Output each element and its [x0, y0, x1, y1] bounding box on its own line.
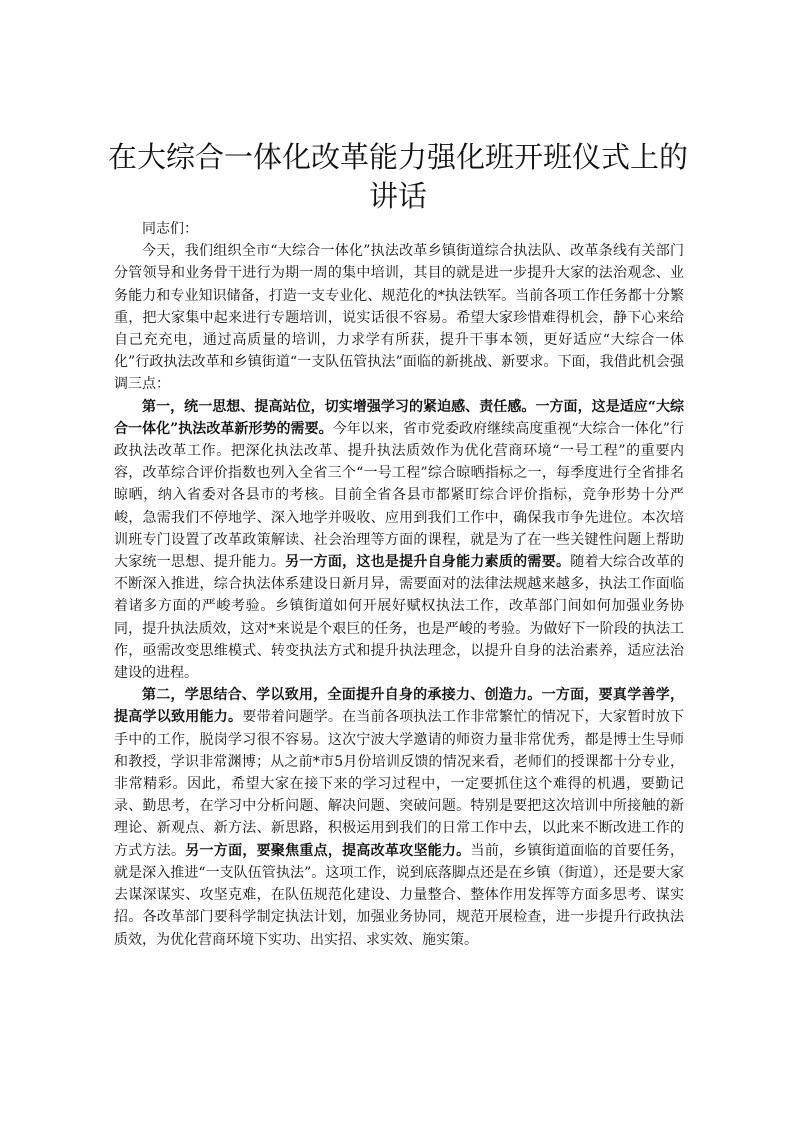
section-2-paragraph: [114, 684, 684, 950]
section-1-heading: 第一，统一思想、提高站位，切实增强学习的紧迫感、责任感。: [142, 398, 536, 415]
section-2-heading: 第二，学思结合、学以致用，全面提升自身的承接力、创造力。: [142, 687, 542, 704]
salutation: 同志们：: [142, 221, 198, 237]
section-1-point-1: 一方面，这是适应“大综合一体化”执法改革新形势的需要。: [114, 398, 684, 437]
section-1-paragraph: [114, 396, 684, 685]
section-2-text-1: 要带着问题学。在当前各项执法工作非常繁忙的情况下，大家暂时放下手中的工作，脱岗学习很不容易。这次宁波大学邀请的师资力量非常优秀，都是博士生导师和教授，学识非常渊博；从之前*市5月份培训反馈的情况来看，老师们的授课都十分专业，非常精彩。因此，希望大家在接下来的学习过程中，一定要抓住这个难得的机遇，要勤记录、勤思考，在学习中分析问题、解决问题、突破问题。特别是要把这次培训中所接触的新理论、新观点、新方法、新思路，积极运用到我们的日常工作中去，以此来不断改进工作的方式方法。: [114, 709, 685, 859]
document-body: [114, 218, 684, 951]
section-1-text-2: 随着大综合改革的不断深入推进，综合执法体系建设日新月异，需要面对的法律法规越来越多，执法工作面临着诸多方面的严峻考验。乡镇街道如何开展好赋权执法工作，改革部门间如何加强业务协同，提升执法质效，这对*来说是个艰巨的任务，也是严峻的考验。为做好下一阶段的执法工作，亟需改变思维模式、转变执法方式和提升执法理念，以提升自身的法治素养，适应法治建设的进程。: [114, 554, 685, 682]
section-1-text-1: 今年以来，省市党委政府继续高度重视“大综合一体化”行政执法改革工作。把深化执法改革、提升执法质效作为优化营商环境“一号工程”的重要内容，改革综合评价指数也列入全省三个“一号工程”综合晾晒指标之一，每季度进行全省排名晾晒，纳入省委对各县市的考核。目前全省各县市都紧盯综合评价指标，竞争形势十分严峻，急需我们不停地学、深入地学并吸收、应用到我们工作中，确保我市争先进位。本次培训班专门设置了改革政策解读、社会治理等方面的课程，就是为了在一些关键性问题上帮助大家统一思想、提升能力。: [114, 420, 684, 571]
intro-paragraph: 今天，我们组织全市“大综合一体化”执法改革乡镇街道综合执法队、改革条线有关部门分管领导和业务骨干进行为期一周的集中培训，其目的就是进一步提升大家的法治观念、业务能力和专业知识储备，打造一支专业化、规范化的*执法铁军。当前各项工作任务都十分繁重，把大家集中起来进行专题培训，说实话很不容易。希望大家珍惜难得机会，静下心来给自己充充电，通过高质量的培训，力求学有所获，提升干事本领，更好适应“大综合一体化”行政执法改革和乡镇街道“一支队伍管执法”面临的新挑战、新要求。下面，我借此机会强调三点：: [114, 243, 684, 393]
section-2-text-2: 当前，乡镇街道面临的首要任务，就是深入推进“一支队伍管执法”。这项工作，说到底落脚点还是在乡镇（街道），还是要大家去谋深谋实、攻坚克难，在队伍规范化建设、力量整合、整体作用发挥等方面多思考、谋实招。各改革部门要科学制定执法计划，加强业务协同，规范开展检查，进一步提升行政执法质效，为优化营商环境下实功、出实招、求实效、施实策。: [114, 842, 685, 948]
section-2-point-1: 一方面，要真学善学，提高学以致用能力。: [114, 687, 685, 726]
document-title: 在大综合一体化改革能力强化班开班仪式上的讲话: [107, 140, 688, 213]
section-1-point-2: 另一方面，这也是提升自身能力素质的需要。: [285, 554, 571, 571]
section-2-point-2: 另一方面，要聚焦重点，提高改革攻坚能力。: [185, 842, 471, 859]
